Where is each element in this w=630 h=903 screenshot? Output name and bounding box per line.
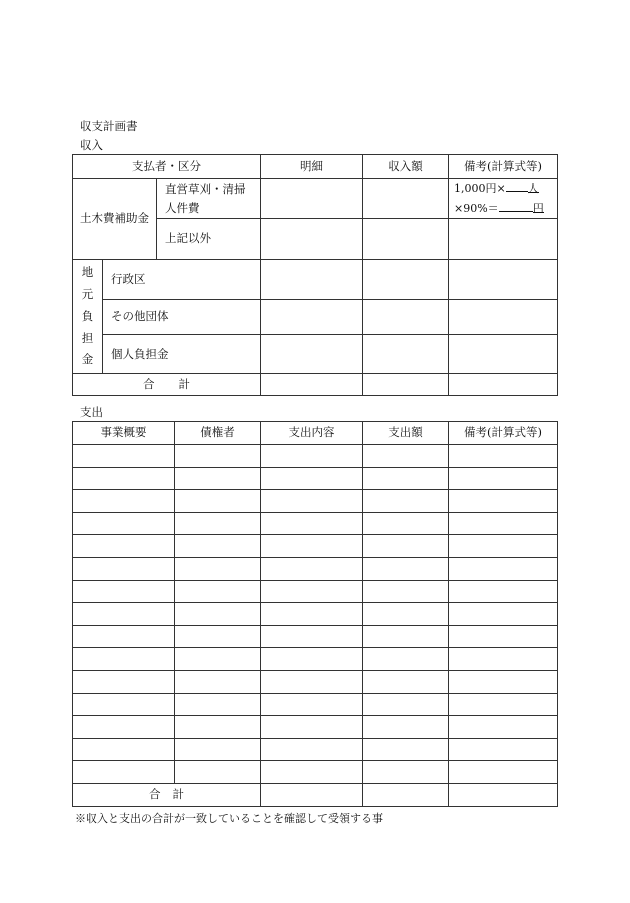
expense-amount-cell[interactable] — [363, 557, 449, 580]
expense-amount-cell[interactable] — [363, 648, 449, 671]
expense-creditor-cell[interactable] — [175, 445, 261, 468]
civil-subsidy-label: 土木費補助金 — [73, 179, 157, 260]
income-section-label: 収入 — [80, 138, 103, 152]
calc-line2-prefix: ×90%＝ — [454, 201, 499, 215]
expense-remarks-cell[interactable] — [449, 716, 558, 739]
expense-summary-cell[interactable] — [73, 580, 175, 603]
district-remarks-cell[interactable] — [449, 260, 558, 300]
header-detail: 明細 — [261, 155, 363, 179]
header-income-amount: 収入額 — [363, 155, 449, 179]
local-burden-char: 地 — [81, 265, 94, 279]
direct-labor-amount-cell[interactable] — [363, 179, 449, 219]
calc-line2-suffix: 円 — [532, 201, 544, 215]
expense-content-cell[interactable] — [261, 490, 363, 513]
expense-row — [73, 761, 558, 784]
expense-summary-cell[interactable] — [73, 512, 175, 535]
expense-amount-cell[interactable] — [363, 603, 449, 626]
expense-summary-cell[interactable] — [73, 535, 175, 558]
header-creditor: 債権者 — [175, 422, 261, 445]
civil-subsidy-direct-row — [73, 179, 558, 219]
individual-amount-cell[interactable] — [363, 335, 449, 374]
individual-detail-cell[interactable] — [261, 335, 363, 374]
expense-row — [73, 535, 558, 558]
expense-total-char2: 計 — [172, 786, 184, 801]
expense-summary-cell[interactable] — [73, 693, 175, 716]
expense-creditor-cell[interactable] — [175, 557, 261, 580]
income-total-row — [73, 374, 558, 396]
expense-row — [73, 693, 558, 716]
district-detail-cell[interactable] — [261, 260, 363, 300]
expense-total-amount-cell[interactable] — [363, 783, 449, 806]
header-expense-content: 支出内容 — [261, 422, 363, 445]
expense-row — [73, 603, 558, 626]
expense-creditor-cell[interactable] — [175, 716, 261, 739]
income-table — [72, 154, 558, 396]
expense-content-cell[interactable] — [261, 761, 363, 784]
expense-total-row — [73, 783, 558, 806]
expense-remarks-cell[interactable] — [449, 557, 558, 580]
individual-burden-label: 個人負担金 — [103, 335, 261, 374]
expense-total-label — [73, 783, 261, 806]
expense-summary-cell[interactable] — [73, 738, 175, 761]
expense-row — [73, 445, 558, 468]
income-total-label — [73, 374, 261, 396]
expense-amount-cell[interactable] — [363, 580, 449, 603]
expense-creditor-cell[interactable] — [175, 535, 261, 558]
expense-content-cell[interactable] — [261, 557, 363, 580]
yen-blank[interactable] — [499, 199, 533, 212]
expense-summary-cell[interactable] — [73, 761, 175, 784]
expense-header-row — [73, 422, 558, 445]
other-org-remarks-cell[interactable] — [449, 299, 558, 334]
calc-line1-suffix: 人 — [527, 182, 539, 196]
direct-labor-line1: 直営草刈・清掃 — [165, 182, 246, 197]
expense-creditor-cell[interactable] — [175, 580, 261, 603]
expense-row — [73, 557, 558, 580]
expense-summary-cell[interactable] — [73, 603, 175, 626]
other-detail-cell[interactable] — [261, 219, 363, 260]
other-org-detail-cell[interactable] — [261, 299, 363, 334]
expense-creditor-cell[interactable] — [175, 693, 261, 716]
confirmation-note: ※収入と支出の合計が一致していることを確認して受領する事 — [75, 812, 383, 825]
expense-remarks-cell[interactable] — [449, 467, 558, 490]
header-project-summary: 事業概要 — [73, 422, 175, 445]
expense-remarks-cell[interactable] — [449, 738, 558, 761]
expense-total-char1: 合 — [149, 786, 161, 801]
expense-content-cell[interactable] — [261, 670, 363, 693]
expense-summary-cell[interactable] — [73, 557, 175, 580]
expense-remarks-cell[interactable] — [449, 512, 558, 535]
local-burden-vertical-label — [73, 260, 103, 374]
expense-content-cell[interactable] — [261, 648, 363, 671]
expense-amount-cell[interactable] — [363, 738, 449, 761]
expense-row — [73, 467, 558, 490]
expense-content-cell[interactable] — [261, 738, 363, 761]
expense-content-cell[interactable] — [261, 716, 363, 739]
expense-creditor-cell[interactable] — [175, 761, 261, 784]
document-title: 収支計画書 — [80, 119, 138, 133]
expense-content-cell[interactable] — [261, 603, 363, 626]
expense-creditor-cell[interactable] — [175, 648, 261, 671]
expense-creditor-cell[interactable] — [175, 603, 261, 626]
expense-creditor-cell[interactable] — [175, 490, 261, 513]
expense-summary-cell[interactable] — [73, 467, 175, 490]
local-burden-row — [73, 299, 558, 334]
local-burden-char: 負 — [81, 308, 94, 323]
expense-summary-cell[interactable] — [73, 670, 175, 693]
expense-remarks-cell[interactable] — [449, 693, 558, 716]
expense-summary-cell[interactable] — [73, 490, 175, 513]
local-burden-char: 担 — [81, 330, 94, 345]
direct-labor-label — [157, 179, 261, 219]
local-burden-char: 元 — [81, 286, 94, 301]
expense-content-cell[interactable] — [261, 693, 363, 716]
header-expense-remarks: 備考(計算式等) — [449, 422, 558, 445]
administrative-district-label: 行政区 — [103, 260, 261, 300]
expense-row — [73, 625, 558, 648]
other-organizations-label: その他団体 — [103, 299, 261, 334]
expense-amount-cell[interactable] — [363, 761, 449, 784]
local-burden-row — [73, 335, 558, 374]
local-burden-row — [73, 260, 558, 300]
expense-content-cell[interactable] — [261, 467, 363, 490]
expense-amount-cell[interactable] — [363, 467, 449, 490]
other-than-above-label: 上記以外 — [157, 219, 261, 260]
expense-amount-cell[interactable] — [363, 445, 449, 468]
expense-remarks-cell[interactable] — [449, 603, 558, 626]
expense-remarks-cell[interactable] — [449, 445, 558, 468]
expense-remarks-cell[interactable] — [449, 648, 558, 671]
expense-creditor-cell[interactable] — [175, 670, 261, 693]
expense-creditor-cell[interactable] — [175, 467, 261, 490]
income-total-detail-cell[interactable] — [261, 374, 363, 396]
expense-section-label: 支出 — [80, 405, 103, 419]
local-burden-char: 金 — [81, 352, 94, 367]
expense-creditor-cell[interactable] — [175, 625, 261, 648]
direct-labor-remarks-cell[interactable] — [449, 179, 558, 219]
income-total-remarks-cell[interactable] — [449, 374, 558, 396]
header-expense-amount: 支出額 — [363, 422, 449, 445]
other-org-amount-cell[interactable] — [363, 299, 449, 334]
expense-amount-cell[interactable] — [363, 490, 449, 513]
individual-remarks-cell[interactable] — [449, 335, 558, 374]
income-total-char1: 合 — [143, 376, 155, 391]
persons-blank[interactable] — [506, 179, 528, 192]
expense-table — [72, 421, 558, 807]
expense-total-remarks-cell[interactable] — [449, 783, 558, 806]
other-remarks-cell[interactable] — [449, 219, 558, 260]
expense-content-cell[interactable] — [261, 535, 363, 558]
district-amount-cell[interactable] — [363, 260, 449, 300]
calc-line1-prefix: 1,000円× — [454, 182, 506, 196]
expense-content-cell[interactable] — [261, 580, 363, 603]
income-total-char2: 計 — [178, 376, 190, 391]
expense-creditor-cell[interactable] — [175, 512, 261, 535]
expense-body — [73, 445, 558, 784]
expense-summary-cell[interactable] — [73, 625, 175, 648]
expense-summary-cell[interactable] — [73, 716, 175, 739]
expense-row — [73, 738, 558, 761]
expense-creditor-cell[interactable] — [175, 738, 261, 761]
expense-remarks-cell[interactable] — [449, 490, 558, 513]
expense-amount-cell[interactable] — [363, 693, 449, 716]
expense-remarks-cell[interactable] — [449, 535, 558, 558]
expense-remarks-cell[interactable] — [449, 625, 558, 648]
expense-row — [73, 490, 558, 513]
direct-labor-detail-cell[interactable] — [261, 179, 363, 219]
expense-amount-cell[interactable] — [363, 716, 449, 739]
expense-amount-cell[interactable] — [363, 512, 449, 535]
other-amount-cell[interactable] — [363, 219, 449, 260]
expense-row — [73, 716, 558, 739]
expense-remarks-cell[interactable] — [449, 670, 558, 693]
expense-remarks-cell[interactable] — [449, 580, 558, 603]
expense-total-content-cell[interactable] — [261, 783, 363, 806]
expense-row — [73, 648, 558, 671]
expense-amount-cell[interactable] — [363, 535, 449, 558]
header-remarks: 備考(計算式等) — [449, 155, 558, 179]
expense-amount-cell[interactable] — [363, 670, 449, 693]
expense-summary-cell[interactable] — [73, 445, 175, 468]
expense-row — [73, 670, 558, 693]
direct-labor-line2: 人件費 — [165, 200, 200, 215]
expense-amount-cell[interactable] — [363, 625, 449, 648]
expense-content-cell[interactable] — [261, 445, 363, 468]
expense-summary-cell[interactable] — [73, 648, 175, 671]
expense-content-cell[interactable] — [261, 512, 363, 535]
expense-remarks-cell[interactable] — [449, 761, 558, 784]
income-header-row — [73, 155, 558, 179]
expense-row — [73, 580, 558, 603]
expense-content-cell[interactable] — [261, 625, 363, 648]
expense-row — [73, 512, 558, 535]
header-payer: 支払者・区分 — [73, 155, 261, 179]
income-total-amount-cell[interactable] — [363, 374, 449, 396]
